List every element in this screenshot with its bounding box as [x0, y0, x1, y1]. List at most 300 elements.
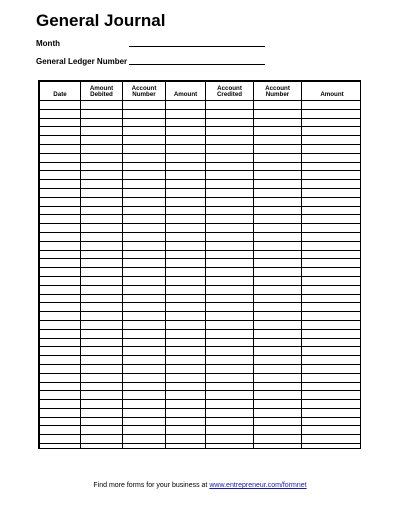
- cell-debit-amount[interactable]: [166, 356, 206, 365]
- cell-account-credited[interactable]: [206, 127, 254, 136]
- cell-credit-account-number[interactable]: [254, 356, 302, 365]
- cell-credit-amount[interactable]: [302, 303, 362, 312]
- cell-amount-debited[interactable]: [81, 232, 123, 241]
- cell-credit-amount[interactable]: [302, 329, 362, 338]
- month-field[interactable]: [129, 46, 265, 47]
- cell-date[interactable]: [40, 312, 81, 321]
- cell-credit-account-number[interactable]: [254, 320, 302, 329]
- cell-amount-debited[interactable]: [81, 127, 123, 136]
- cell-date[interactable]: [40, 118, 81, 127]
- cell-amount-debited[interactable]: [81, 197, 123, 206]
- cell-date[interactable]: [40, 400, 81, 409]
- cell-credit-account-number[interactable]: [254, 444, 302, 449]
- cell-debit-amount[interactable]: [166, 408, 206, 417]
- cell-credit-account-number[interactable]: [254, 232, 302, 241]
- cell-debit-amount[interactable]: [166, 303, 206, 312]
- cell-credit-account-number[interactable]: [254, 364, 302, 373]
- cell-amount-debited[interactable]: [81, 294, 123, 303]
- cell-credit-amount[interactable]: [302, 206, 362, 215]
- cell-credit-amount[interactable]: [302, 426, 362, 435]
- cell-amount-debited[interactable]: [81, 417, 123, 426]
- cell-debit-account-number[interactable]: [123, 338, 166, 347]
- cell-debit-account-number[interactable]: [123, 188, 166, 197]
- cell-date[interactable]: [40, 109, 81, 118]
- cell-credit-account-number[interactable]: [254, 276, 302, 285]
- cell-credit-amount[interactable]: [302, 171, 362, 180]
- cell-date[interactable]: [40, 373, 81, 382]
- cell-account-credited[interactable]: [206, 241, 254, 250]
- cell-credit-account-number[interactable]: [254, 259, 302, 268]
- cell-debit-account-number[interactable]: [123, 364, 166, 373]
- cell-amount-debited[interactable]: [81, 101, 123, 110]
- cell-debit-account-number[interactable]: [123, 241, 166, 250]
- cell-credit-amount[interactable]: [302, 136, 362, 145]
- cell-credit-account-number[interactable]: [254, 127, 302, 136]
- cell-date[interactable]: [40, 338, 81, 347]
- table-row: [40, 127, 362, 136]
- cell-credit-amount[interactable]: [302, 373, 362, 382]
- cell-credit-amount[interactable]: [302, 435, 362, 444]
- cell-debit-amount[interactable]: [166, 400, 206, 409]
- table-row: [40, 426, 362, 435]
- cell-debit-amount[interactable]: [166, 347, 206, 356]
- cell-account-credited[interactable]: [206, 162, 254, 171]
- cell-credit-amount[interactable]: [302, 347, 362, 356]
- cell-account-credited[interactable]: [206, 259, 254, 268]
- cell-date[interactable]: [40, 153, 81, 162]
- cell-debit-amount[interactable]: [166, 320, 206, 329]
- cell-credit-account-number[interactable]: [254, 118, 302, 127]
- cell-credit-account-number[interactable]: [254, 109, 302, 118]
- cell-debit-amount[interactable]: [166, 180, 206, 189]
- cell-credit-account-number[interactable]: [254, 329, 302, 338]
- cell-debit-account-number[interactable]: [123, 408, 166, 417]
- cell-credit-amount[interactable]: [302, 162, 362, 171]
- cell-amount-debited[interactable]: [81, 320, 123, 329]
- cell-amount-debited[interactable]: [81, 171, 123, 180]
- table-row: [40, 435, 362, 444]
- cell-amount-debited[interactable]: [81, 285, 123, 294]
- cell-date[interactable]: [40, 268, 81, 277]
- cell-credit-amount[interactable]: [302, 338, 362, 347]
- cell-debit-amount[interactable]: [166, 118, 206, 127]
- cell-account-credited[interactable]: [206, 408, 254, 417]
- cell-credit-account-number[interactable]: [254, 268, 302, 277]
- cell-account-credited[interactable]: [206, 206, 254, 215]
- cell-debit-account-number[interactable]: [123, 101, 166, 110]
- cell-amount-debited[interactable]: [81, 250, 123, 259]
- cell-amount-debited[interactable]: [81, 188, 123, 197]
- cell-debit-amount[interactable]: [166, 444, 206, 449]
- cell-debit-account-number[interactable]: [123, 197, 166, 206]
- cell-account-credited[interactable]: [206, 373, 254, 382]
- cell-amount-debited[interactable]: [81, 347, 123, 356]
- cell-amount-debited[interactable]: [81, 276, 123, 285]
- cell-amount-debited[interactable]: [81, 329, 123, 338]
- cell-debit-account-number[interactable]: [123, 294, 166, 303]
- cell-credit-account-number[interactable]: [254, 285, 302, 294]
- cell-account-credited[interactable]: [206, 312, 254, 321]
- cell-debit-amount[interactable]: [166, 417, 206, 426]
- cell-date[interactable]: [40, 215, 81, 224]
- cell-account-credited[interactable]: [206, 180, 254, 189]
- cell-credit-amount[interactable]: [302, 391, 362, 400]
- cell-debit-amount[interactable]: [166, 241, 206, 250]
- cell-credit-amount[interactable]: [302, 127, 362, 136]
- cell-account-credited[interactable]: [206, 118, 254, 127]
- cell-date[interactable]: [40, 426, 81, 435]
- table-row: [40, 417, 362, 426]
- cell-amount-debited[interactable]: [81, 109, 123, 118]
- cell-account-credited[interactable]: [206, 224, 254, 233]
- cell-account-credited[interactable]: [206, 250, 254, 259]
- cell-credit-amount[interactable]: [302, 356, 362, 365]
- cell-date[interactable]: [40, 276, 81, 285]
- cell-debit-amount[interactable]: [166, 329, 206, 338]
- cell-amount-debited[interactable]: [81, 303, 123, 312]
- table-row: [40, 444, 362, 449]
- cell-debit-account-number[interactable]: [123, 276, 166, 285]
- cell-debit-amount[interactable]: [166, 259, 206, 268]
- table-row: [40, 232, 362, 241]
- cell-debit-account-number[interactable]: [123, 329, 166, 338]
- cell-date[interactable]: [40, 347, 81, 356]
- cell-amount-debited[interactable]: [81, 408, 123, 417]
- cell-date[interactable]: [40, 435, 81, 444]
- cell-credit-amount[interactable]: [302, 197, 362, 206]
- cell-credit-amount[interactable]: [302, 224, 362, 233]
- cell-amount-debited[interactable]: [81, 215, 123, 224]
- cell-date[interactable]: [40, 259, 81, 268]
- cell-credit-account-number[interactable]: [254, 136, 302, 145]
- cell-date[interactable]: [40, 444, 81, 449]
- cell-credit-account-number[interactable]: [254, 294, 302, 303]
- cell-account-credited[interactable]: [206, 153, 254, 162]
- cell-credit-account-number[interactable]: [254, 180, 302, 189]
- cell-debit-account-number[interactable]: [123, 268, 166, 277]
- cell-debit-amount[interactable]: [166, 426, 206, 435]
- cell-debit-amount[interactable]: [166, 435, 206, 444]
- table-row: [40, 400, 362, 409]
- cell-debit-amount[interactable]: [166, 338, 206, 347]
- cell-debit-account-number[interactable]: [123, 206, 166, 215]
- cell-account-credited[interactable]: [206, 400, 254, 409]
- cell-debit-account-number[interactable]: [123, 250, 166, 259]
- cell-debit-account-number[interactable]: [123, 144, 166, 153]
- cell-debit-amount[interactable]: [166, 364, 206, 373]
- cell-account-credited[interactable]: [206, 435, 254, 444]
- cell-date[interactable]: [40, 391, 81, 400]
- cell-credit-amount[interactable]: [302, 250, 362, 259]
- cell-amount-debited[interactable]: [81, 444, 123, 449]
- cell-account-credited[interactable]: [206, 382, 254, 391]
- cell-debit-account-number[interactable]: [123, 285, 166, 294]
- table-row: [40, 364, 362, 373]
- cell-credit-amount[interactable]: [302, 215, 362, 224]
- cell-account-credited[interactable]: [206, 232, 254, 241]
- cell-debit-account-number[interactable]: [123, 356, 166, 365]
- cell-account-credited[interactable]: [206, 101, 254, 110]
- cell-credit-account-number[interactable]: [254, 338, 302, 347]
- cell-debit-account-number[interactable]: [123, 400, 166, 409]
- cell-amount-debited[interactable]: [81, 206, 123, 215]
- cell-debit-amount[interactable]: [166, 153, 206, 162]
- cell-credit-account-number[interactable]: [254, 417, 302, 426]
- table-row: [40, 144, 362, 153]
- cell-debit-amount[interactable]: [166, 215, 206, 224]
- cell-credit-amount[interactable]: [302, 144, 362, 153]
- cell-credit-account-number[interactable]: [254, 426, 302, 435]
- cell-account-credited[interactable]: [206, 426, 254, 435]
- cell-credit-amount[interactable]: [302, 408, 362, 417]
- cell-debit-account-number[interactable]: [123, 320, 166, 329]
- cell-credit-amount[interactable]: [302, 241, 362, 250]
- cell-debit-amount[interactable]: [166, 206, 206, 215]
- cell-debit-account-number[interactable]: [123, 259, 166, 268]
- cell-credit-amount[interactable]: [302, 320, 362, 329]
- cell-date[interactable]: [40, 180, 81, 189]
- cell-debit-amount[interactable]: [166, 188, 206, 197]
- cell-debit-amount[interactable]: [166, 109, 206, 118]
- cell-credit-amount[interactable]: [302, 285, 362, 294]
- cell-debit-account-number[interactable]: [123, 127, 166, 136]
- cell-amount-debited[interactable]: [81, 180, 123, 189]
- table-row: [40, 268, 362, 277]
- cell-debit-account-number[interactable]: [123, 232, 166, 241]
- table-row: [40, 101, 362, 110]
- cell-account-credited[interactable]: [206, 303, 254, 312]
- cell-debit-amount[interactable]: [166, 276, 206, 285]
- cell-credit-account-number[interactable]: [254, 206, 302, 215]
- cell-credit-account-number[interactable]: [254, 347, 302, 356]
- cell-date[interactable]: [40, 101, 81, 110]
- cell-debit-account-number[interactable]: [123, 417, 166, 426]
- cell-debit-amount[interactable]: [166, 197, 206, 206]
- cell-date[interactable]: [40, 329, 81, 338]
- cell-account-credited[interactable]: [206, 136, 254, 145]
- cell-debit-account-number[interactable]: [123, 373, 166, 382]
- table-row: [40, 153, 362, 162]
- cell-credit-amount[interactable]: [302, 312, 362, 321]
- table-row: [40, 197, 362, 206]
- cell-debit-amount[interactable]: [166, 382, 206, 391]
- cell-amount-debited[interactable]: [81, 268, 123, 277]
- cell-debit-account-number[interactable]: [123, 347, 166, 356]
- cell-date[interactable]: [40, 188, 81, 197]
- cell-credit-account-number[interactable]: [254, 241, 302, 250]
- cell-amount-debited[interactable]: [81, 144, 123, 153]
- cell-amount-debited[interactable]: [81, 364, 123, 373]
- cell-date[interactable]: [40, 417, 81, 426]
- cell-credit-account-number[interactable]: [254, 373, 302, 382]
- table-row: [40, 329, 362, 338]
- cell-credit-amount[interactable]: [302, 364, 362, 373]
- cell-debit-amount[interactable]: [166, 250, 206, 259]
- cell-credit-account-number[interactable]: [254, 215, 302, 224]
- cell-debit-account-number[interactable]: [123, 162, 166, 171]
- table-row: [40, 136, 362, 145]
- general-ledger-number-field[interactable]: [129, 64, 265, 65]
- cell-credit-account-number[interactable]: [254, 188, 302, 197]
- cell-credit-account-number[interactable]: [254, 197, 302, 206]
- cell-debit-amount[interactable]: [166, 136, 206, 145]
- cell-credit-account-number[interactable]: [254, 408, 302, 417]
- cell-amount-debited[interactable]: [81, 118, 123, 127]
- cell-date[interactable]: [40, 285, 81, 294]
- cell-account-credited[interactable]: [206, 276, 254, 285]
- cell-account-credited[interactable]: [206, 347, 254, 356]
- cell-date[interactable]: [40, 294, 81, 303]
- cell-credit-account-number[interactable]: [254, 250, 302, 259]
- cell-debit-amount[interactable]: [166, 373, 206, 382]
- cell-credit-account-number[interactable]: [254, 162, 302, 171]
- cell-amount-debited[interactable]: [81, 356, 123, 365]
- cell-debit-account-number[interactable]: [123, 215, 166, 224]
- cell-credit-account-number[interactable]: [254, 391, 302, 400]
- cell-debit-amount[interactable]: [166, 268, 206, 277]
- cell-debit-account-number[interactable]: [123, 391, 166, 400]
- cell-credit-amount[interactable]: [302, 382, 362, 391]
- cell-credit-account-number[interactable]: [254, 382, 302, 391]
- cell-amount-debited[interactable]: [81, 224, 123, 233]
- cell-date[interactable]: [40, 127, 81, 136]
- cell-date[interactable]: [40, 303, 81, 312]
- cell-account-credited[interactable]: [206, 364, 254, 373]
- cell-credit-amount[interactable]: [302, 118, 362, 127]
- cell-debit-amount[interactable]: [166, 232, 206, 241]
- cell-account-credited[interactable]: [206, 329, 254, 338]
- cell-debit-account-number[interactable]: [123, 426, 166, 435]
- cell-date[interactable]: [40, 136, 81, 145]
- cell-credit-amount[interactable]: [302, 232, 362, 241]
- cell-debit-amount[interactable]: [166, 312, 206, 321]
- cell-credit-account-number[interactable]: [254, 101, 302, 110]
- cell-credit-account-number[interactable]: [254, 400, 302, 409]
- cell-date[interactable]: [40, 197, 81, 206]
- cell-debit-amount[interactable]: [166, 285, 206, 294]
- cell-debit-account-number[interactable]: [123, 118, 166, 127]
- cell-date[interactable]: [40, 408, 81, 417]
- cell-debit-amount[interactable]: [166, 127, 206, 136]
- cell-amount-debited[interactable]: [81, 259, 123, 268]
- table-row: [40, 356, 362, 365]
- cell-credit-account-number[interactable]: [254, 435, 302, 444]
- cell-debit-account-number[interactable]: [123, 153, 166, 162]
- cell-account-credited[interactable]: [206, 391, 254, 400]
- cell-date[interactable]: [40, 206, 81, 215]
- cell-account-credited[interactable]: [206, 444, 254, 449]
- cell-credit-amount[interactable]: [302, 153, 362, 162]
- cell-debit-account-number[interactable]: [123, 109, 166, 118]
- cell-account-credited[interactable]: [206, 338, 254, 347]
- cell-amount-debited[interactable]: [81, 136, 123, 145]
- cell-credit-amount[interactable]: [302, 417, 362, 426]
- cell-credit-account-number[interactable]: [254, 303, 302, 312]
- cell-credit-amount[interactable]: [302, 259, 362, 268]
- cell-date[interactable]: [40, 382, 81, 391]
- cell-date[interactable]: [40, 364, 81, 373]
- cell-amount-debited[interactable]: [81, 382, 123, 391]
- cell-account-credited[interactable]: [206, 171, 254, 180]
- cell-amount-debited[interactable]: [81, 435, 123, 444]
- cell-debit-amount[interactable]: [166, 144, 206, 153]
- cell-debit-account-number[interactable]: [123, 444, 166, 449]
- cell-credit-account-number[interactable]: [254, 312, 302, 321]
- cell-date[interactable]: [40, 171, 81, 180]
- cell-amount-debited[interactable]: [81, 338, 123, 347]
- cell-account-credited[interactable]: [206, 417, 254, 426]
- cell-credit-account-number[interactable]: [254, 224, 302, 233]
- cell-account-credited[interactable]: [206, 188, 254, 197]
- cell-debit-account-number[interactable]: [123, 303, 166, 312]
- cell-credit-amount[interactable]: [302, 268, 362, 277]
- cell-amount-debited[interactable]: [81, 400, 123, 409]
- cell-debit-account-number[interactable]: [123, 171, 166, 180]
- cell-debit-amount[interactable]: [166, 162, 206, 171]
- cell-debit-account-number[interactable]: [123, 382, 166, 391]
- cell-amount-debited[interactable]: [81, 241, 123, 250]
- cell-credit-amount[interactable]: [302, 294, 362, 303]
- cell-account-credited[interactable]: [206, 109, 254, 118]
- cell-amount-debited[interactable]: [81, 162, 123, 171]
- cell-credit-amount[interactable]: [302, 276, 362, 285]
- cell-date[interactable]: [40, 356, 81, 365]
- cell-credit-amount[interactable]: [302, 180, 362, 189]
- cell-amount-debited[interactable]: [81, 312, 123, 321]
- cell-date[interactable]: [40, 144, 81, 153]
- cell-date[interactable]: [40, 162, 81, 171]
- cell-credit-account-number[interactable]: [254, 144, 302, 153]
- cell-date[interactable]: [40, 241, 81, 250]
- cell-credit-account-number[interactable]: [254, 171, 302, 180]
- cell-debit-amount[interactable]: [166, 391, 206, 400]
- cell-account-credited[interactable]: [206, 320, 254, 329]
- cell-date[interactable]: [40, 224, 81, 233]
- cell-account-credited[interactable]: [206, 285, 254, 294]
- cell-amount-debited[interactable]: [81, 373, 123, 382]
- cell-debit-account-number[interactable]: [123, 180, 166, 189]
- cell-credit-amount[interactable]: [302, 400, 362, 409]
- footer-link[interactable]: www.entrepreneur.com/formnet: [209, 482, 307, 489]
- cell-account-credited[interactable]: [206, 268, 254, 277]
- cell-amount-debited[interactable]: [81, 426, 123, 435]
- cell-amount-debited[interactable]: [81, 391, 123, 400]
- cell-date[interactable]: [40, 250, 81, 259]
- cell-debit-account-number[interactable]: [123, 312, 166, 321]
- cell-account-credited[interactable]: [206, 356, 254, 365]
- cell-debit-account-number[interactable]: [123, 435, 166, 444]
- cell-debit-account-number[interactable]: [123, 224, 166, 233]
- cell-debit-amount[interactable]: [166, 101, 206, 110]
- cell-account-credited[interactable]: [206, 215, 254, 224]
- cell-credit-account-number[interactable]: [254, 153, 302, 162]
- cell-date[interactable]: [40, 320, 81, 329]
- cell-credit-amount[interactable]: [302, 188, 362, 197]
- cell-debit-amount[interactable]: [166, 294, 206, 303]
- cell-account-credited[interactable]: [206, 294, 254, 303]
- cell-debit-amount[interactable]: [166, 171, 206, 180]
- cell-date[interactable]: [40, 232, 81, 241]
- cell-amount-debited[interactable]: [81, 153, 123, 162]
- cell-account-credited[interactable]: [206, 197, 254, 206]
- cell-credit-amount[interactable]: [302, 444, 362, 449]
- cell-account-credited[interactable]: [206, 144, 254, 153]
- cell-credit-amount[interactable]: [302, 109, 362, 118]
- cell-debit-account-number[interactable]: [123, 136, 166, 145]
- cell-debit-amount[interactable]: [166, 224, 206, 233]
- cell-credit-amount[interactable]: [302, 101, 362, 110]
- table-row: [40, 188, 362, 197]
